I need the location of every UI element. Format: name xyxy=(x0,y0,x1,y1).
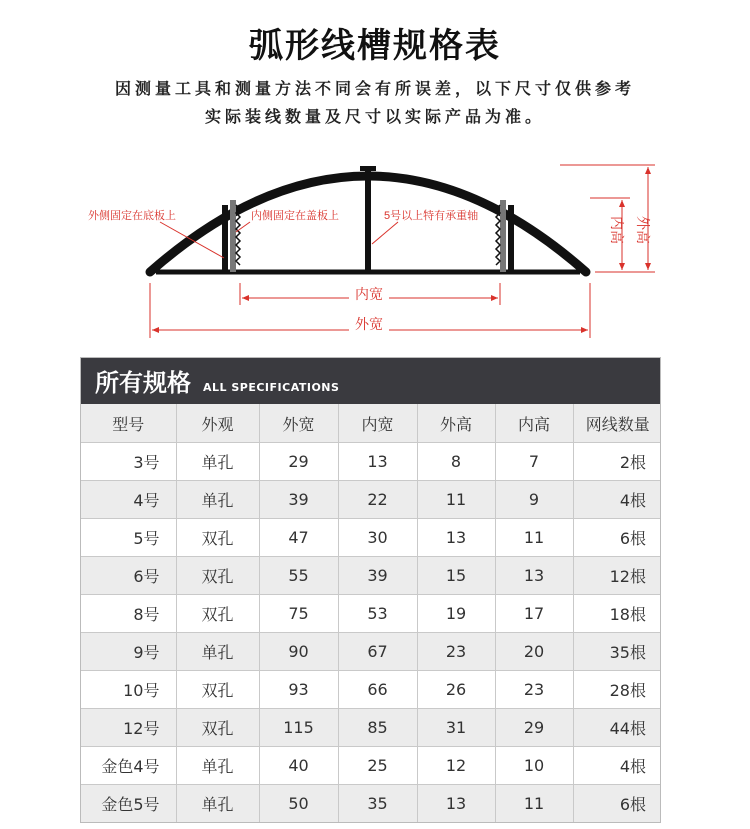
page-title: 弧形线槽规格表 xyxy=(249,26,501,66)
cell-outer-height: 26 xyxy=(417,671,495,709)
cell-inner-width: 67 xyxy=(338,633,417,671)
cell-outer-height: 13 xyxy=(417,519,495,557)
cell-inner-height: 13 xyxy=(495,557,573,595)
cell-cable-count: 28根 xyxy=(573,671,661,709)
cell-inner-height: 11 xyxy=(495,785,573,823)
cell-cable-count: 2根 xyxy=(573,443,661,481)
cell-cable-count: 12根 xyxy=(573,557,661,595)
spec-table-header xyxy=(81,358,660,404)
cell-appearance: 单孔 xyxy=(176,443,259,481)
cell-inner-width: 13 xyxy=(338,443,417,481)
cell-cable-count: 4根 xyxy=(573,747,661,785)
cell-inner-width: 53 xyxy=(338,595,417,633)
disclaimer-line-1: 因测量工具和测量方法不同会有所误差，以下尺寸仅供参考 xyxy=(114,79,635,98)
cell-model: 10号 xyxy=(81,671,176,709)
duct-left-post xyxy=(222,205,228,272)
disclaimer-line-2: 实际装线数量及尺寸以实际产品为准。 xyxy=(204,107,545,126)
table-header-row xyxy=(81,404,661,443)
cell-inner-width: 25 xyxy=(338,747,417,785)
cell-inner-height: 9 xyxy=(495,481,573,519)
label-outer-fix: 外侧固定在底板上 xyxy=(88,210,176,222)
label-inner-height: 内高 xyxy=(609,216,625,244)
label-outer-width: 外宽 xyxy=(355,316,383,332)
cell-outer-width: 29 xyxy=(259,443,338,481)
cell-cable-count: 35根 xyxy=(573,633,661,671)
column-header-outer-width: 外宽 xyxy=(259,404,338,443)
cell-outer-width: 93 xyxy=(259,671,338,709)
label-inner-width: 内宽 xyxy=(355,286,383,302)
cell-outer-height: 11 xyxy=(417,481,495,519)
table-row xyxy=(81,633,661,671)
cell-inner-height: 17 xyxy=(495,595,573,633)
cell-inner-height: 29 xyxy=(495,709,573,747)
cell-cable-count: 6根 xyxy=(573,785,661,823)
cell-model: 金色5号 xyxy=(81,785,176,823)
duct-left-clip xyxy=(230,200,236,272)
column-header-appearance: 外观 xyxy=(176,404,259,443)
cell-model: 4号 xyxy=(81,481,176,519)
cell-inner-width: 39 xyxy=(338,557,417,595)
cell-appearance: 双孔 xyxy=(176,709,259,747)
cell-appearance: 单孔 xyxy=(176,785,259,823)
cell-cable-count: 18根 xyxy=(573,595,661,633)
cell-outer-height: 23 xyxy=(417,633,495,671)
cell-inner-height: 11 xyxy=(495,519,573,557)
cell-outer-width: 50 xyxy=(259,785,338,823)
cell-model: 5号 xyxy=(81,519,176,557)
duct-axle-cap xyxy=(360,166,376,171)
cell-outer-height: 13 xyxy=(417,785,495,823)
cell-appearance: 双孔 xyxy=(176,519,259,557)
label-inner-fix: 内侧固定在盖板上 xyxy=(251,210,339,222)
cell-inner-height: 7 xyxy=(495,443,573,481)
cell-outer-width: 115 xyxy=(259,709,338,747)
label-outer-height: 外高 xyxy=(635,216,651,244)
cell-inner-height: 23 xyxy=(495,671,573,709)
table-row xyxy=(81,519,661,557)
column-header-cable-count: 网线数量 xyxy=(573,404,661,443)
cell-cable-count: 44根 xyxy=(573,709,661,747)
cell-appearance: 双孔 xyxy=(176,557,259,595)
table-row xyxy=(81,785,661,823)
cell-outer-width: 90 xyxy=(259,633,338,671)
spec-table-subheading: ALL SPECIFICATIONS xyxy=(203,381,340,394)
cell-appearance: 单孔 xyxy=(176,481,259,519)
cell-inner-width: 30 xyxy=(338,519,417,557)
column-header-outer-height: 外高 xyxy=(417,404,495,443)
cell-inner-height: 20 xyxy=(495,633,573,671)
cell-outer-height: 8 xyxy=(417,443,495,481)
duct-right-post xyxy=(508,205,514,272)
cell-model: 6号 xyxy=(81,557,176,595)
cell-inner-height: 10 xyxy=(495,747,573,785)
spec-table xyxy=(81,404,661,823)
cell-model: 金色4号 xyxy=(81,747,176,785)
cell-model: 8号 xyxy=(81,595,176,633)
duct-center-axle xyxy=(365,168,371,272)
cell-appearance: 双孔 xyxy=(176,595,259,633)
cell-model: 9号 xyxy=(81,633,176,671)
table-row xyxy=(81,747,661,785)
column-header-inner-height: 内高 xyxy=(495,404,573,443)
cell-model: 3号 xyxy=(81,443,176,481)
cell-inner-width: 85 xyxy=(338,709,417,747)
cell-outer-height: 31 xyxy=(417,709,495,747)
cell-outer-height: 12 xyxy=(417,747,495,785)
cable-duct-diagram xyxy=(0,140,750,340)
table-row xyxy=(81,671,661,709)
spec-table-body xyxy=(81,443,661,823)
column-header-model: 型号 xyxy=(81,404,176,443)
label-axle: 5号以上特有承重轴 xyxy=(384,210,479,222)
table-row xyxy=(81,709,661,747)
spec-table-panel xyxy=(80,357,661,823)
column-header-inner-width: 内宽 xyxy=(338,404,417,443)
cell-inner-width: 35 xyxy=(338,785,417,823)
table-row xyxy=(81,481,661,519)
table-row xyxy=(81,595,661,633)
cell-outer-width: 47 xyxy=(259,519,338,557)
cell-model: 12号 xyxy=(81,709,176,747)
duct-right-clip xyxy=(500,200,506,272)
cell-cable-count: 6根 xyxy=(573,519,661,557)
cell-outer-width: 75 xyxy=(259,595,338,633)
cell-cable-count: 4根 xyxy=(573,481,661,519)
cell-appearance: 双孔 xyxy=(176,671,259,709)
cell-outer-height: 19 xyxy=(417,595,495,633)
leader-axle xyxy=(372,222,398,244)
cell-appearance: 单孔 xyxy=(176,633,259,671)
cell-inner-width: 22 xyxy=(338,481,417,519)
spec-table-heading: 所有规格 xyxy=(95,369,191,397)
cell-inner-width: 66 xyxy=(338,671,417,709)
cell-outer-width: 39 xyxy=(259,481,338,519)
table-row xyxy=(81,443,661,481)
cell-outer-width: 40 xyxy=(259,747,338,785)
table-row xyxy=(81,557,661,595)
cell-outer-width: 55 xyxy=(259,557,338,595)
cell-appearance: 单孔 xyxy=(176,747,259,785)
cell-outer-height: 15 xyxy=(417,557,495,595)
